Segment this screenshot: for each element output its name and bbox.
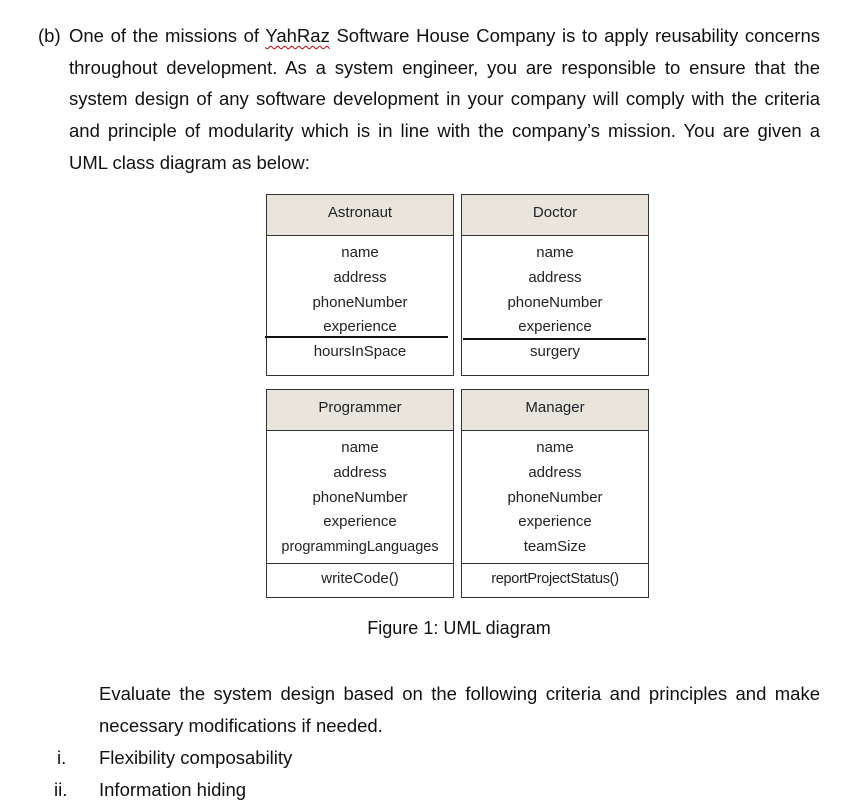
operation: writeCode(): [321, 570, 399, 587]
attribute: phoneNumber: [507, 488, 603, 506]
attribute: teamSize: [523, 538, 587, 556]
item-number: ii.: [54, 779, 68, 800]
attribute: address: [333, 268, 387, 286]
class-operations: [267, 563, 453, 594]
attribute: phoneNumber: [312, 488, 408, 506]
class-name: Programmer: [267, 390, 453, 431]
uml-class-doctor: [461, 194, 649, 376]
company-name: YahRaz: [265, 25, 330, 46]
attribute: name: [341, 439, 379, 456]
question-text: One of the missions of YahRaz Software House Company is to apply reusability concerns throughout development. As a system engineer, you are responsible to ensure that the system design of any software development in your company will comply with the criteria and principle of modularity which is in line with the company’s mission. You are given a UML class diagram as below:: [69, 25, 820, 173]
figure-caption: Figure 1: UML diagram: [367, 618, 551, 638]
attribute: experience: [518, 318, 592, 336]
attribute: programmingLanguages: [281, 539, 439, 556]
attribute: phoneNumber: [312, 293, 408, 311]
class-attributes: [462, 236, 648, 365]
item-text: Flexibility composability: [99, 747, 293, 768]
class-attributes: [267, 236, 453, 365]
attribute: surgery: [529, 343, 581, 361]
uml-class-astronaut: [266, 194, 454, 376]
attribute: experience: [518, 513, 592, 531]
attribute: address: [528, 268, 582, 286]
attribute: phoneNumber: [507, 293, 603, 311]
question-label: (b): [38, 25, 61, 46]
attribute: experience: [323, 513, 397, 531]
divider-line: [463, 338, 646, 340]
attribute: hoursInSpace: [313, 343, 407, 361]
attribute: name: [536, 244, 574, 261]
operation: reportProjectStatus(): [491, 571, 619, 587]
class-operations: [462, 563, 648, 594]
attribute: name: [536, 439, 574, 456]
question-paragraph: [38, 20, 820, 179]
item-number: i.: [57, 747, 67, 768]
divider-line: [265, 336, 448, 338]
class-name: Astronaut: [267, 195, 453, 236]
class-attributes: [462, 431, 648, 560]
class-name: Manager: [462, 390, 648, 431]
evaluation-intro: Evaluate the system design based on the following criteria and principles and make necessary modifications if needed.: [99, 683, 820, 736]
uml-class-manager: [461, 389, 649, 598]
attribute: address: [528, 463, 582, 481]
class-name: Doctor: [462, 195, 648, 236]
class-attributes: [267, 431, 453, 560]
attribute: experience: [323, 318, 397, 336]
item-text: Information hiding: [99, 779, 247, 800]
attribute: address: [333, 463, 387, 481]
uml-class-programmer: [266, 389, 454, 598]
attribute: name: [341, 244, 379, 261]
